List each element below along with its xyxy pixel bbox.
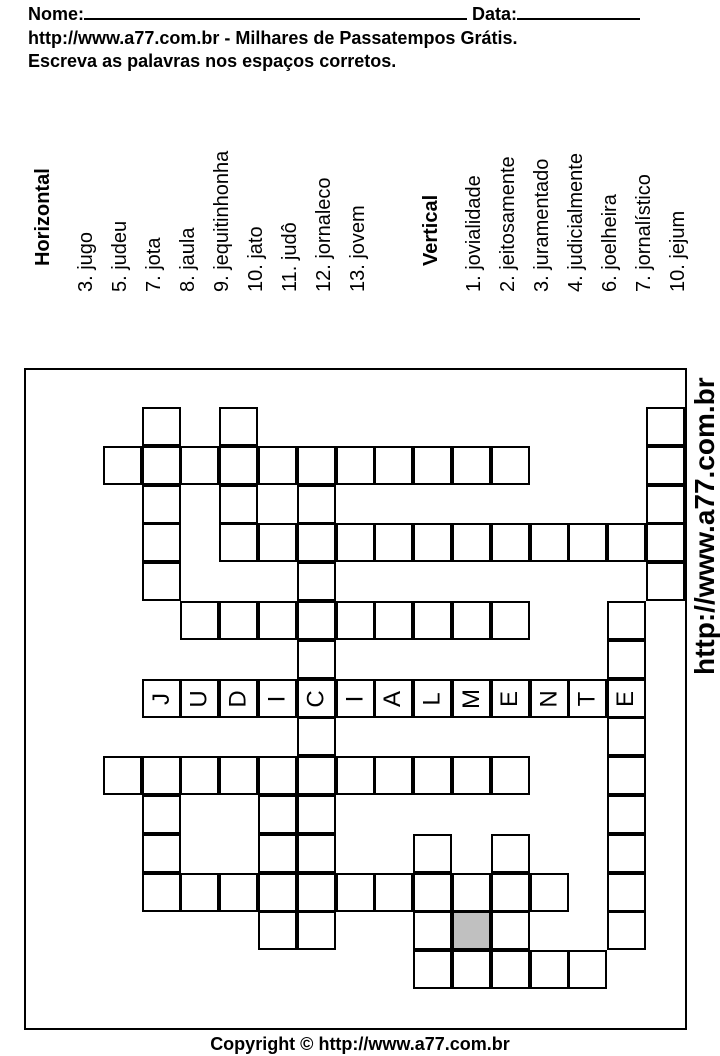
grid-cell[interactable] <box>258 446 297 485</box>
grid-cell[interactable] <box>530 950 569 989</box>
horizontal-clue: 13. jovem <box>347 205 369 292</box>
cell-letter <box>454 681 489 716</box>
letter-glyph: C <box>302 689 330 708</box>
vertical-clue: 10. jejum <box>667 210 689 292</box>
letter-glyph: I <box>341 695 369 702</box>
grid-cell[interactable] <box>258 679 297 718</box>
grid-cell[interactable] <box>258 756 297 795</box>
side-watermark-url: http://www.a77.com.br <box>689 377 720 675</box>
grid-cell[interactable] <box>568 950 607 989</box>
grid-cell[interactable] <box>297 485 336 524</box>
grid-cell[interactable] <box>530 523 569 562</box>
grid-cell[interactable] <box>413 756 452 795</box>
grid-cell[interactable] <box>413 601 452 640</box>
grid-cell[interactable] <box>491 523 530 562</box>
grid-cell[interactable] <box>142 679 181 718</box>
grid-cell[interactable] <box>607 640 646 679</box>
grid-cell[interactable] <box>491 950 530 989</box>
grid-cell[interactable] <box>374 679 413 718</box>
grid-cell[interactable] <box>180 873 219 912</box>
cell-letter <box>570 681 605 716</box>
cell-letter <box>493 681 528 716</box>
grid-cell[interactable] <box>413 523 452 562</box>
grid-cell[interactable] <box>491 873 530 912</box>
grid-cell[interactable] <box>142 523 181 562</box>
grid-cell[interactable] <box>219 679 258 718</box>
grid-cell[interactable] <box>297 601 336 640</box>
grid-cell[interactable] <box>452 601 491 640</box>
copyright-footer: Copyright © http://www.a77.com.br <box>210 1034 510 1054</box>
horizontal-title: Horizontal <box>32 168 54 266</box>
grid-cell[interactable] <box>374 446 413 485</box>
vertical-clue: 3. juramentado <box>531 158 553 292</box>
grid-cell[interactable] <box>297 873 336 912</box>
grid-cell[interactable] <box>607 717 646 756</box>
instruction: Escreva as palavras nos espaços corretos. <box>28 51 397 71</box>
grid-cell[interactable] <box>258 523 297 562</box>
grid-cell[interactable] <box>452 873 491 912</box>
vertical-clue: 4. judicialmente <box>565 153 587 292</box>
letter-glyph: T <box>573 691 601 706</box>
grid-cell[interactable] <box>297 523 336 562</box>
horizontal-clue: 3. jugo <box>75 231 97 292</box>
letter-glyph: D <box>224 689 252 708</box>
grid-cell[interactable] <box>374 756 413 795</box>
grid-cell[interactable] <box>374 873 413 912</box>
grid-cell[interactable] <box>413 679 452 718</box>
horizontal-clue: 9. jequitinhonha <box>211 150 233 292</box>
grid-cell[interactable] <box>607 834 646 873</box>
grid-cell[interactable] <box>142 446 181 485</box>
vertical-clue: 7. jornalístico <box>633 174 655 292</box>
letter-glyph: I <box>263 695 291 702</box>
cell-letter <box>338 681 373 716</box>
cell-letter <box>221 681 256 716</box>
grid-cell[interactable] <box>142 562 181 601</box>
grid-cell[interactable] <box>413 911 452 950</box>
grid-cell[interactable] <box>491 756 530 795</box>
horizontal-clue: 5. judeu <box>109 220 131 292</box>
horizontal-clue: 10. jato <box>245 226 267 292</box>
horizontal-clue: 7. jota <box>143 237 165 292</box>
grid-cell[interactable] <box>607 873 646 912</box>
cell-letter <box>532 681 567 716</box>
grid-cell[interactable] <box>452 523 491 562</box>
grid-cell[interactable] <box>258 873 297 912</box>
grid-cell[interactable] <box>646 523 685 562</box>
cell-letter <box>415 681 450 716</box>
grid-cell[interactable] <box>219 601 258 640</box>
grid-cell[interactable] <box>258 834 297 873</box>
grid-cell[interactable] <box>297 562 336 601</box>
grid-cell[interactable] <box>452 756 491 795</box>
letter-glyph: N <box>535 689 563 708</box>
grid-cell[interactable] <box>142 834 181 873</box>
grid-cell[interactable] <box>219 446 258 485</box>
cell-letter <box>299 681 334 716</box>
grid-cell[interactable] <box>646 485 685 524</box>
grid-cell[interactable] <box>607 601 646 640</box>
grid-cell[interactable] <box>180 756 219 795</box>
grid-cell[interactable] <box>336 523 375 562</box>
grid-cell[interactable] <box>297 834 336 873</box>
vertical-clue: 6. joelheira <box>599 194 621 292</box>
grid-cell[interactable] <box>180 679 219 718</box>
grid-cell[interactable] <box>297 795 336 834</box>
grid-cell[interactable] <box>646 562 685 601</box>
grid-cell[interactable] <box>219 407 258 446</box>
letter-glyph: U <box>185 689 213 708</box>
grid-cell[interactable] <box>607 795 646 834</box>
date-label: Data: <box>472 4 518 24</box>
vertical-title: Vertical <box>420 194 442 266</box>
grid-cell[interactable] <box>142 407 181 446</box>
letter-glyph: E <box>612 690 640 707</box>
grid-cell[interactable] <box>336 446 375 485</box>
letter-glyph: J <box>147 692 175 705</box>
grid-cell[interactable] <box>297 717 336 756</box>
grid-cell[interactable] <box>297 679 336 718</box>
grid-cell[interactable] <box>413 950 452 989</box>
grid-cell[interactable] <box>568 679 607 718</box>
grid-cell[interactable] <box>646 446 685 485</box>
grid-cell[interactable] <box>297 640 336 679</box>
grid-cell[interactable] <box>142 795 181 834</box>
horizontal-clue: 11. judô <box>279 222 301 292</box>
grid-cell[interactable] <box>336 601 375 640</box>
grid-cell[interactable] <box>142 873 181 912</box>
grid-cell[interactable] <box>219 873 258 912</box>
cell-letter <box>376 681 411 716</box>
cell-letter <box>182 681 217 716</box>
grid-cell[interactable] <box>530 873 569 912</box>
grid-cell[interactable] <box>297 756 336 795</box>
grid-cell[interactable] <box>413 446 452 485</box>
grid-cell[interactable] <box>607 911 646 950</box>
grid-cell[interactable] <box>413 873 452 912</box>
grid-cell[interactable] <box>491 446 530 485</box>
cell-letter <box>609 681 644 716</box>
grid-cell[interactable] <box>374 601 413 640</box>
grid-cell[interactable] <box>103 756 142 795</box>
grid-cell[interactable] <box>219 523 258 562</box>
grid-cell[interactable] <box>374 523 413 562</box>
grid-cell[interactable] <box>297 911 336 950</box>
grid-cell[interactable] <box>530 679 569 718</box>
grid-cell[interactable] <box>336 679 375 718</box>
grid-cell[interactable] <box>607 679 646 718</box>
letter-glyph: E <box>496 690 524 707</box>
letter-glyph: L <box>418 691 446 706</box>
grid-cell[interactable] <box>607 523 646 562</box>
grid-cell[interactable] <box>413 834 452 873</box>
grid-cell[interactable] <box>491 679 530 718</box>
grid-cell[interactable] <box>180 446 219 485</box>
grid-cell[interactable] <box>452 446 491 485</box>
grid-cell[interactable] <box>607 756 646 795</box>
letter-glyph: M <box>457 688 485 709</box>
grid-cell[interactable] <box>491 834 530 873</box>
site-line: http://www.a77.com.br - Milhares de Passatempos Grátis. <box>28 28 518 48</box>
grid-cell[interactable] <box>142 756 181 795</box>
name-label: Nome: <box>28 4 85 24</box>
grid-cell[interactable] <box>180 601 219 640</box>
grid-cell[interactable] <box>452 950 491 989</box>
grid-cell[interactable] <box>336 873 375 912</box>
grid-cell[interactable] <box>646 407 685 446</box>
grid-cell[interactable] <box>258 911 297 950</box>
grid-cell[interactable] <box>258 795 297 834</box>
vertical-clue: 1. jovialidade <box>463 175 485 292</box>
grid-cell[interactable] <box>568 523 607 562</box>
grid-cell[interactable] <box>297 446 336 485</box>
grid-cell[interactable] <box>336 756 375 795</box>
cell-letter <box>260 681 295 716</box>
grid-cell[interactable] <box>491 911 530 950</box>
horizontal-clue: 12. jornaleco <box>313 177 335 292</box>
vertical-clue: 2. jeitosamente <box>497 156 519 292</box>
grid-cell[interactable] <box>219 485 258 524</box>
letter-glyph: A <box>379 690 407 707</box>
horizontal-clue: 8. jaula <box>177 227 199 292</box>
grid-cell[interactable] <box>142 485 181 524</box>
shaded-cell[interactable] <box>452 911 491 950</box>
grid-cell[interactable] <box>103 446 142 485</box>
grid-cell[interactable] <box>452 679 491 718</box>
grid-cell[interactable] <box>258 601 297 640</box>
grid-cell[interactable] <box>219 756 258 795</box>
grid-cell[interactable] <box>491 601 530 640</box>
cell-letter <box>144 681 179 716</box>
